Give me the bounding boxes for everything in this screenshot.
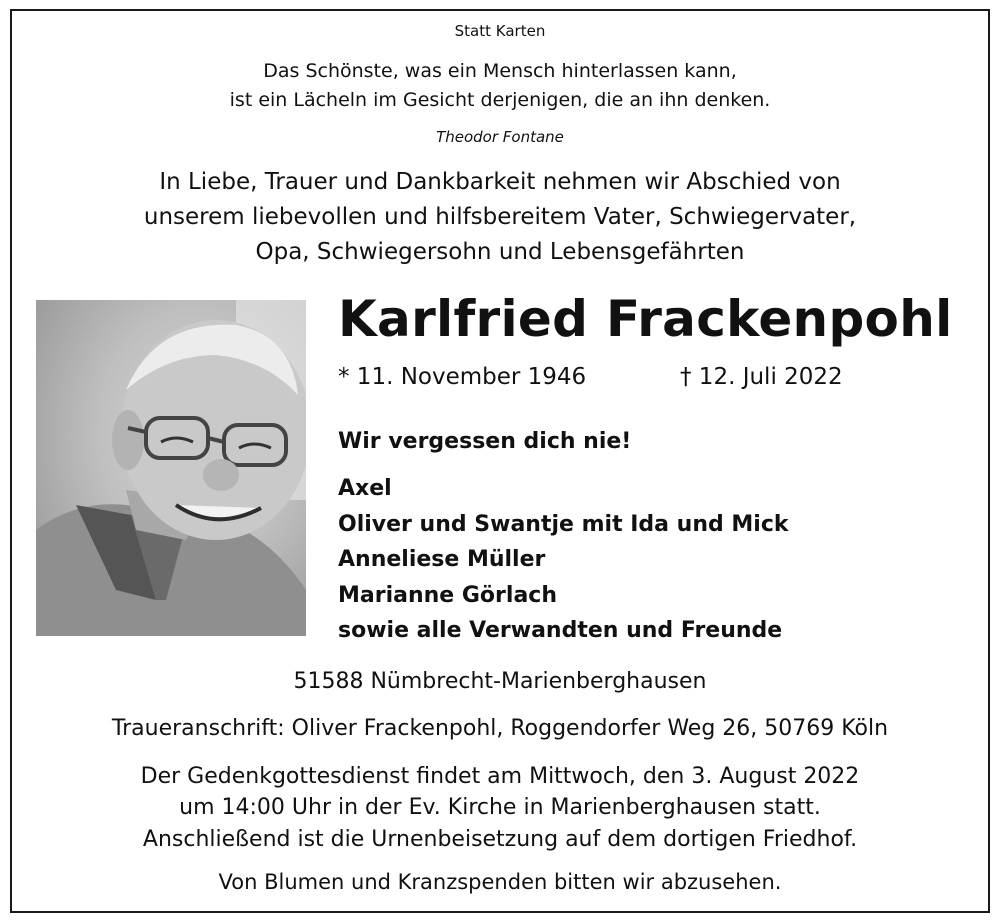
death-date: † 12. Juli 2022 <box>680 364 843 390</box>
statt-karten: Statt Karten <box>454 22 546 40</box>
intro-line-2: unserem liebevollen und hilfsbereitem Vater, Schwiegervater, <box>143 204 857 230</box>
intro-line-3: Opa, Schwiegersohn und Lebensgefährten <box>255 239 745 265</box>
portrait-photo <box>36 300 306 636</box>
mourner-name: Marianne Görlach <box>338 582 557 608</box>
deceased-name: Karlfried Frackenpohl <box>338 290 953 348</box>
mourner-name: Anneliese Müller <box>338 547 546 572</box>
mourners-list <box>338 471 789 649</box>
service-line-3: Anschließend ist die Urnenbeisetzung auf dem dortigen Friedhof. <box>142 827 858 852</box>
location: 51588 Nümbrecht-Marienberghausen <box>293 669 707 694</box>
quote-author: Theodor Fontane <box>436 128 564 146</box>
quote-line-1: Das Schönste, was ein Mensch hinterlassen kann, <box>263 60 737 82</box>
portrait-photo-icon <box>36 300 306 636</box>
mourner-name: sowie alle Verwandten und Freunde <box>338 618 783 643</box>
quote-line-2: ist ein Lächeln im Gesicht derjenigen, die an ihn denken. <box>229 89 771 111</box>
motto: Wir vergessen dich nie! <box>338 429 632 454</box>
birth-date: * 11. November 1946 <box>338 364 587 390</box>
mourning-address: Traueranschrift: Oliver Frackenpohl, Roggendorfer Weg 26, 50769 Köln <box>111 716 889 741</box>
mourner-name: Oliver und Swantje mit Ida und Mick <box>338 511 789 537</box>
intro-line-1: In Liebe, Trauer und Dankbarkeit nehmen wir Abschied von <box>159 169 841 195</box>
flowers-note: Von Blumen und Kranzspenden bitten wir abzusehen. <box>218 870 782 894</box>
service-line-1: Der Gedenkgottesdienst findet am Mittwoch, den 3. August 2022 <box>140 764 860 789</box>
service-line-2: um 14:00 Uhr in der Ev. Kirche in Marienberghausen statt. <box>179 795 821 820</box>
mourner-name: Axel <box>338 476 392 501</box>
